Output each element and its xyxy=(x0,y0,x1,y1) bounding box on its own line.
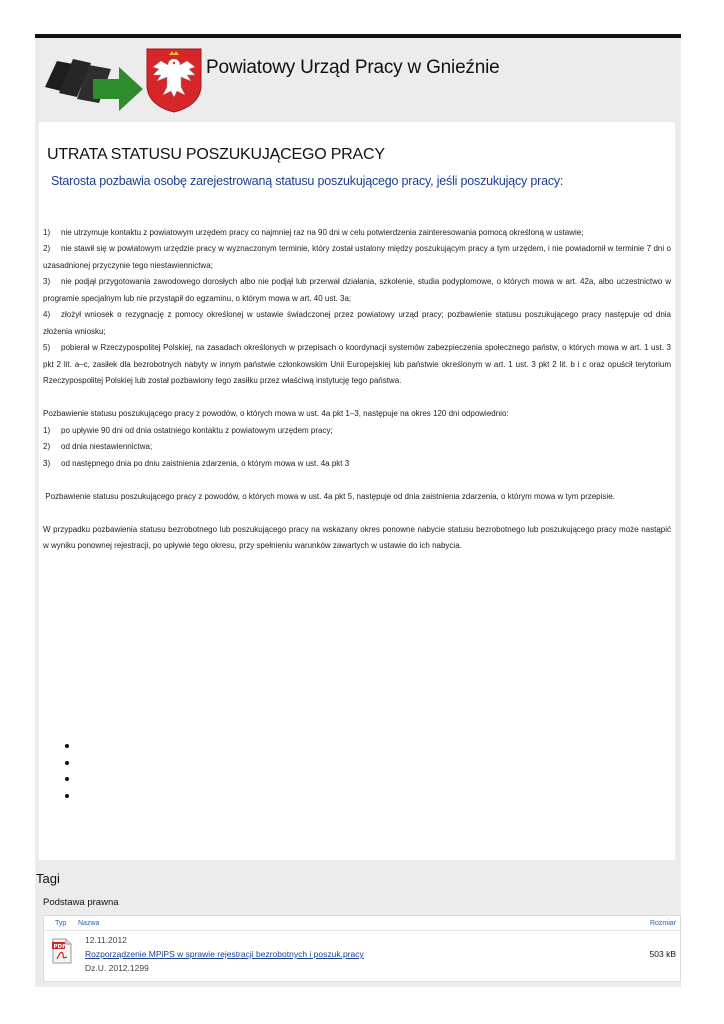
eagle-crest-icon xyxy=(145,47,203,113)
article-card xyxy=(39,122,675,860)
page-title: UTRATA STATUSU POSZUKUJĄCEGO PRACY xyxy=(47,146,385,163)
paragraph-final: W przypadku pozbawienia statusu bezrobotnego lub poszukującego pracy na wskazany okres ponowne nabycie statusu bezrobotnego lub poszukującego pracy może nastąpić w wyniku ponownej rejestracji, po upływie tego okresu, przy spełnieniu warunków zawartych w ustawie do ich nabycia. xyxy=(43,524,671,550)
list-item: 2) nie stawił się w powiatowym urzędzie pracy w wyznaczonym terminie, który został ustalony między poszukującym pracy a tym urzędem, i nie powiadomił w terminie 7 dni o uzasadnionej przyczynie tego niestawiennictwa; xyxy=(43,244,671,270)
list-item: 4) złożył wniosek o rezygnację z pomocy określonej w ustawie świadczonej przez powiatowy urząd pracy; pozbawienie statusu poszukującego pracy następuje od dnia złożenia wniosku; xyxy=(43,310,671,336)
svg-text:PDF: PDF xyxy=(53,943,66,950)
column-header-type[interactable]: Typ xyxy=(55,920,67,927)
attachment-size: 503 kB xyxy=(649,949,676,959)
column-header-size[interactable]: Rozmiar xyxy=(649,920,676,927)
pup-arrow-logo-icon[interactable] xyxy=(39,47,145,111)
content-area xyxy=(35,118,681,860)
list-item: 1) nie utrzymuje kontaktu z powiatowym urzędem pracy co najmniej raz na 90 dni w celu potwierdzenia zainteresowania pomocą określoną w ustawie; xyxy=(43,227,584,237)
attachments-section xyxy=(35,860,681,987)
divider xyxy=(44,930,680,931)
site-title[interactable]: Powiatowy Urząd Pracy w Gnieźnie xyxy=(206,57,500,78)
legal-basis-label: Podstawa prawna xyxy=(43,897,119,908)
list-item: 3) od następnego dnia po dniu zaistnienia zdarzenia, o którym mowa w ust. 4a pkt 3 xyxy=(43,458,350,468)
attachments-table xyxy=(43,915,681,982)
attachment-source: Dz.U. 2012.1299 xyxy=(85,963,149,973)
article-body xyxy=(43,208,671,555)
list-item: 5) pobierał w Rzeczypospolitej Polskiej, na zasadach określonych w przepisach o koordynacji systemów zabezpieczenia społecznego państw, o których mowa w art. 1 ust. 3 pkt 2 lit. a–c, zasiłek dla bezrobotnych nabyty w innym państwie członkowskim Unii Europejskiej lub państwie określonym w art. 1 ust. 3 pkt 2 lit. b i c oraz opuścił terytorium Rzeczypospolitej Polskiej lub został pozbawiony tego zasiłku przez właściwą instytucję tego państwa. xyxy=(43,343,671,385)
attachment-link[interactable]: Rozporządzenie MPiPS w sprawie rejestracji bezrobotnych i poszuk.pracy xyxy=(85,949,364,959)
list-item: 3) nie podjął przygotowania zawodowego dorosłych albo nie podjął lub przerwał działania, szkolenie, studia podyplomowe, o których mowa w art. 42a, albo uczestnictwo w programie specjalnym lub nie przystąpił do egzaminu, o którym mowa w art. 40 ust. 3a; xyxy=(43,277,671,303)
paragraph-120-days: Pozbawienie statusu poszukującego pracy z powodów, o których mowa w ust. 4a pkt 1–3, następuje na okres 120 dni odpowiednio: xyxy=(43,409,509,418)
paragraph-pkt5: Pozbawienie statusu poszukującego pracy z powodów, o których mowa w ust. 4a pkt 5, następuje od dnia zaistnienia zdarzenia, o którym mowa w tym przepisie. xyxy=(45,491,615,501)
lead-text: Starosta pozbawia osobę zarejestrowaną statusu poszukującego pracy, jeśli poszukujący pracy: xyxy=(51,174,564,188)
column-header-name[interactable]: Nazwa xyxy=(78,920,100,927)
list-item: 1) po upływie 90 dni od dnia ostatniego kontaktu z powiatowym urzędem pracy; xyxy=(43,425,333,435)
pdf-file-icon[interactable] xyxy=(52,938,72,964)
tags-heading: Tagi xyxy=(36,871,60,886)
attachment-date: 12.11.2012 xyxy=(85,935,127,945)
site-header xyxy=(35,38,681,118)
list-item: 2) od dnia niestawiennictwa; xyxy=(43,442,153,451)
